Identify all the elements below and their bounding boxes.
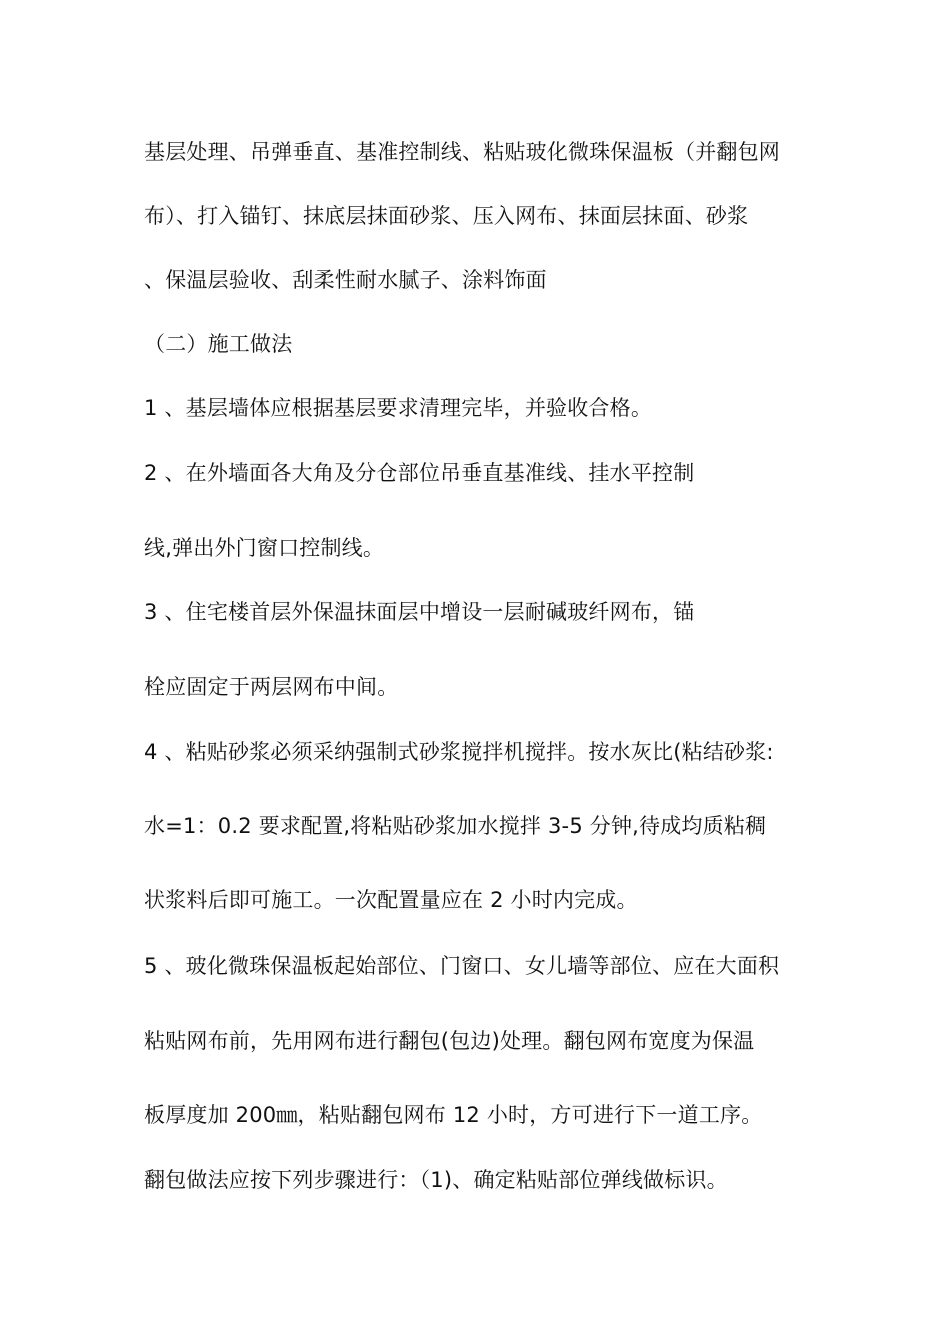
text-line: 翻包做法应按下列步骤进行：（1)、确定粘贴部位弹线做标识。	[144, 1168, 728, 1192]
text-line: 1 、基层墙体应根据基层要求清理完毕，并验收合格。	[144, 396, 653, 420]
text-line: 栓应固定于两层网布中间。	[144, 675, 399, 699]
text-line: 基层处理、吊弹垂直、基准控制线、粘贴玻化微珠保温板（并翻包网	[144, 140, 780, 164]
text-line: 、保温层验收、刮柔性耐水腻子、涂料饰面	[144, 268, 547, 292]
text-line: 布）、打入锚钉、抹底层抹面砂浆、压入网布、抹面层抹面、砂浆	[144, 204, 749, 228]
text-line: 4 、粘贴砂浆必须采纳强制式砂浆搅拌机搅拌。按水灰比(粘结砂浆:	[144, 740, 774, 764]
text-line: 线,弹出外门窗口控制线。	[144, 536, 385, 560]
text-line: 状浆料后即可施工。一次配置量应在 2 小时内完成。	[144, 888, 638, 912]
text-line: 板厚度加 200㎜，粘贴翻包网布 12 小时，方可进行下一道工序。	[144, 1103, 763, 1127]
text-line: 2 、在外墙面各大角及分仓部位吊垂直基准线、挂水平控制	[144, 461, 695, 485]
text-line: 粘贴网布前，先用网布进行翻包(包边)处理。翻包网布宽度为保温	[144, 1029, 755, 1053]
text-line: 5 、玻化微珠保温板起始部位、门窗口、女儿墙等部位、应在大面积	[144, 954, 780, 978]
text-line: 3 、住宅楼首层外保温抹面层中增设一层耐碱玻纤网布，锚	[144, 600, 695, 624]
text-line: 水=1：0.2 要求配置,将粘贴砂浆加水搅拌 3-5 分钟,待成均质粘稠	[144, 814, 767, 838]
section-heading: （二）施工做法	[144, 332, 293, 356]
